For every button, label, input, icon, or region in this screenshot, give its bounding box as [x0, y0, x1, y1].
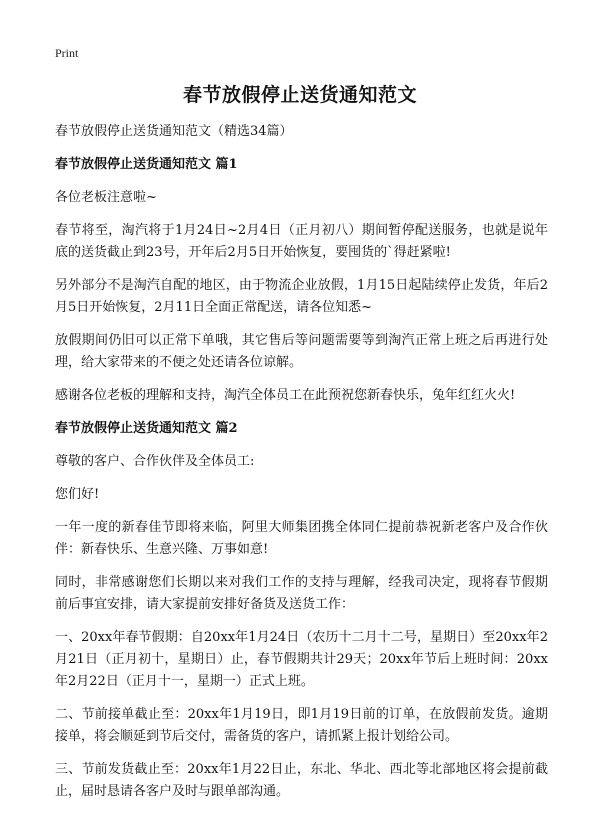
print-label: Print	[55, 46, 79, 60]
section-2-heading: 春节放假停止送货通知范文 篇2	[55, 421, 238, 436]
section-2-paragraph: 一年一度的新春佳节即将来临，阿里大师集团携全体同仁提前恭祝新老客户及合作伙伴：新春快乐、生意兴隆、万事如意!	[55, 520, 548, 557]
section-2-paragraph: 您们好!	[55, 487, 100, 502]
document-body	[55, 121, 548, 814]
section-1-paragraph: 感谢各位老板的理解和支持，淘汽全体员工在此预祝您新春快乐，兔年红红火火!	[55, 388, 516, 403]
section-2-paragraph: 尊敬的客户、合作伙伴及全体员工:	[55, 454, 255, 469]
section-1-paragraph: 春节将至，淘汽将于1月24日~2月4日（正月初八）期间暂停配送服务，也就是说年底的送货截止到23号，开年后2月5日开始恢复，要囤货的`得赶紧啦!	[55, 223, 548, 260]
section-2-paragraph: 二、节前接单截止至：20xx年1月19日，即1月19日前的订单，在放假前发货。逾期接单，将会顺延到节后交付，需备货的客户，请抓紧上报计划给公司。	[55, 707, 548, 744]
section-2-paragraph: 一、20xx年春节假期：自20xx年1月24日（农历十二月十二号，星期日）至20xx年2月21日（正月初十，星期日）止，春节假期共计29天；20xx年节后上班时间：20xx年2月22日（正月十一，星期一）正式上班。	[55, 630, 548, 689]
intro-text: 春节放假停止送货通知范文（精选34篇）	[55, 124, 293, 139]
section-1-paragraph: 另外部分不是淘汽自配的地区，由于物流企业放假，1月15日起陆续停止发货，年后2月5日开始恢复，2月11日全面正常配送，请各位知悉~	[55, 278, 548, 315]
section-1-paragraph: 各位老板注意啦~	[55, 190, 157, 205]
section-1-heading: 春节放假停止送货通知范文 篇1	[55, 157, 238, 172]
section-2-paragraph: 同时，非常感谢您们长期以来对我们工作的支持与理解，经我司决定，现将春节假期前后事宜安排，请大家提前安排好备货及送货工作：	[55, 575, 548, 612]
page-title: 春节放假停止送货通知范文	[182, 84, 417, 106]
section-2-paragraph: 三、节前发货截止至：20xx年1月22日止，东北、华北、西北等北部地区将会提前截止，届时恳请各客户及时与跟单部沟通。	[55, 762, 548, 799]
section-1-paragraph: 放假期间仍旧可以正常下单哦，其它售后等问题需要等到淘汽正常上班之后再进行处理，给大家带来的不便之处还请各位谅解。	[55, 333, 548, 370]
